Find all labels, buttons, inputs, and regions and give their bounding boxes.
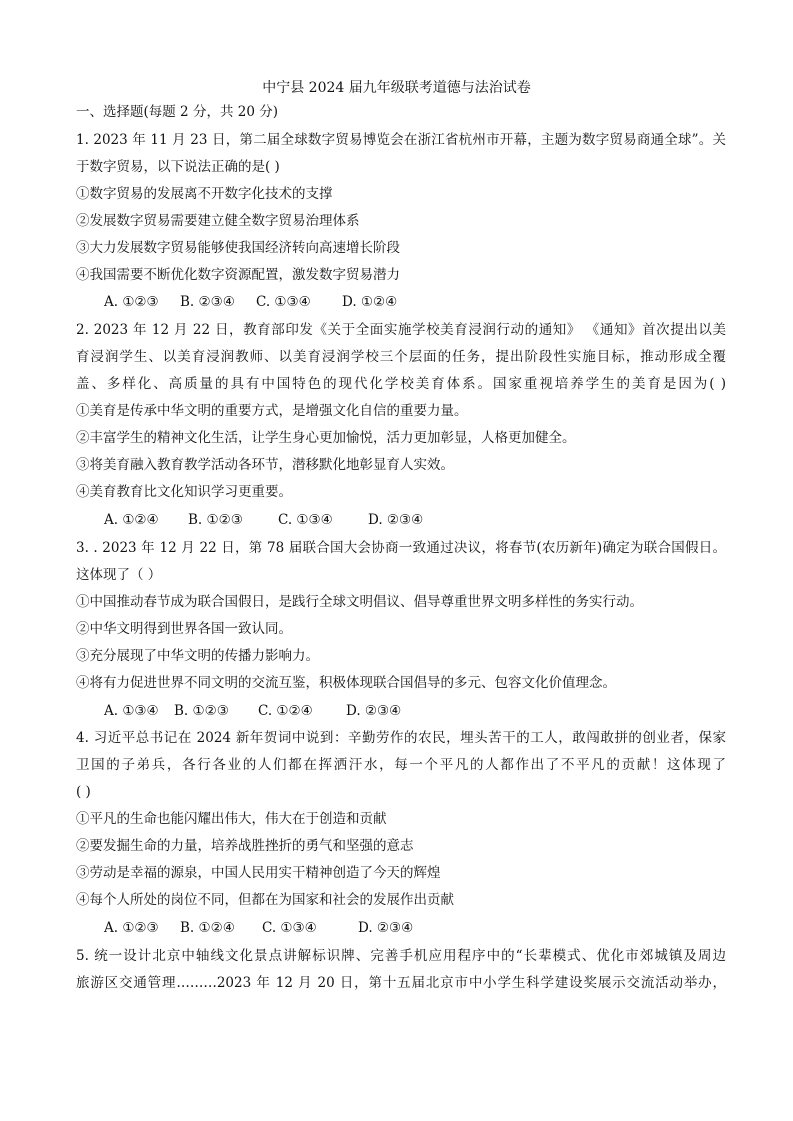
statement: ③大力发展数字贸易能够使我国经济转向高速增长阶段	[76, 240, 400, 256]
option-a[interactable]: A. ①②③	[104, 920, 159, 936]
statement: ④将有力促进世界不同文明的交流互鉴，积极体现联合国倡导的多元、包容文化价值理念。	[76, 675, 616, 691]
statement: ②发展数字贸易需要建立健全数字贸易治理体系	[76, 213, 360, 229]
statement: ②丰富学生的精神文化生活，让学生身心更加愉悦，活力更加彰显，人格更加健全。	[76, 430, 576, 446]
statement: ③充分展现了中华文明的传播力影响力。	[76, 648, 319, 664]
question-stem-line: 2. 2023 年 12 月 22 日，教育部印发《关于全面实施学校美育浸润行动的通知》 《通知》首次提出以美	[76, 322, 726, 338]
option-d[interactable]: D. ①②④	[342, 294, 398, 310]
statement: ④每个人所处的岗位不同，但都在为国家和社会的发展作出贡献	[76, 892, 454, 908]
option-b[interactable]: B. ①②③	[174, 703, 229, 719]
option-b[interactable]: B. ①②③	[188, 512, 243, 528]
question-stem-line: 盖、多样化、高质量的具有中国特色的现代化学校美育体系。国家重视培养学生的美育是因为( )	[76, 376, 726, 392]
section-heading: 一、选择题(每题 2 分，共 20 分)	[76, 104, 278, 120]
option-a[interactable]: A. ①②④	[104, 512, 159, 528]
statement: ④美育教育比文化知识学习更重要。	[76, 484, 292, 500]
statement: ①平凡的生命也能闪耀出伟大，伟大在于创造和贡献	[76, 811, 387, 827]
option-c[interactable]: C. ①③④	[278, 512, 333, 528]
question-stem-line: 4. 习近平总书记在 2024 新年贺词中说到：辛勤劳作的农民，埋头苦干的工人，敢闯敢拼的创业者，保家	[76, 730, 726, 746]
question-stem-line: 5. 统一设计北京中轴线文化景点讲解标识牌、完善手机应用程序中的“长辈模式、优化市郊城镇及周边	[76, 948, 726, 964]
option-c[interactable]: C. ①③④	[256, 294, 311, 310]
question-stem-line: 旅游区交通管理………2023 年 12 月 20 日，第十五届北京市中小学生科学建设奖展示交流活动举办，	[76, 975, 726, 991]
statement: ①中国推动春节成为联合国假日，是践行全球文明倡议、倡导尊重世界文明多样性的务实行动。	[76, 594, 643, 610]
option-d[interactable]: D. ②③④	[346, 703, 402, 719]
statement: ④我国需要不断优化数字资源配置，激发数字贸易潜力	[76, 267, 400, 283]
exam-title: 中宁县 2024 届九年级联考道德与法治试卷	[262, 80, 531, 96]
option-a[interactable]: A. ①②③	[104, 294, 159, 310]
question-stem-line: 这体现了（ ）	[76, 567, 162, 583]
option-d[interactable]: D. ②③④	[358, 920, 414, 936]
statement: ③劳动是幸福的源泉，中国人民用实干精神创造了今天的辉煌	[76, 865, 441, 881]
question-stem-line: 1. 2023 年 11 月 23 日，第二届全球数字贸易博览会在浙江省杭州市开幕，主题为数字贸易商通全球”。关	[76, 132, 726, 148]
statement: ②要发掘生命的力量，培养战胜挫折的勇气和坚强的意志	[76, 838, 414, 854]
question-stem-line: 育浸润学生、以美育浸润教师、以美育浸润学校三个层面的任务，提出阶段性实施目标，推动形成全覆	[76, 349, 726, 365]
option-a[interactable]: A. ①③④	[104, 703, 159, 719]
option-b[interactable]: B. ②③④	[180, 294, 235, 310]
statement: ①数字贸易的发展离不开数字化技术的支撑	[76, 186, 333, 202]
statement: ③将美育融入教育教学活动各环节，潜移默化地彰显育人实效。	[76, 457, 454, 473]
statement: ②中华文明得到世界各国一致认同。	[76, 621, 292, 637]
option-d[interactable]: D. ②③④	[368, 512, 424, 528]
option-c[interactable]: C. ①②④	[258, 703, 313, 719]
question-stem-line: ( )	[76, 784, 91, 800]
question-stem-line: 于数字贸易，以下说法正确的是( )	[76, 159, 280, 175]
question-stem-line: 3. . 2023 年 12 月 22 日，第 78 届联合国大会协商一致通过决议，将春节(农历新年)确定为联合国假日。	[76, 540, 726, 556]
question-stem-line: 卫国的子弟兵，各行各业的人们都在挥洒汗水，每一个平凡的人都作出了不平凡的贡献！这体现了	[76, 757, 726, 773]
statement: ①美育是传承中华文明的重要方式，是增强文化自信的重要力量。	[76, 403, 468, 419]
option-b[interactable]: B. ①②④	[180, 920, 235, 936]
option-c[interactable]: C. ①③④	[262, 920, 317, 936]
